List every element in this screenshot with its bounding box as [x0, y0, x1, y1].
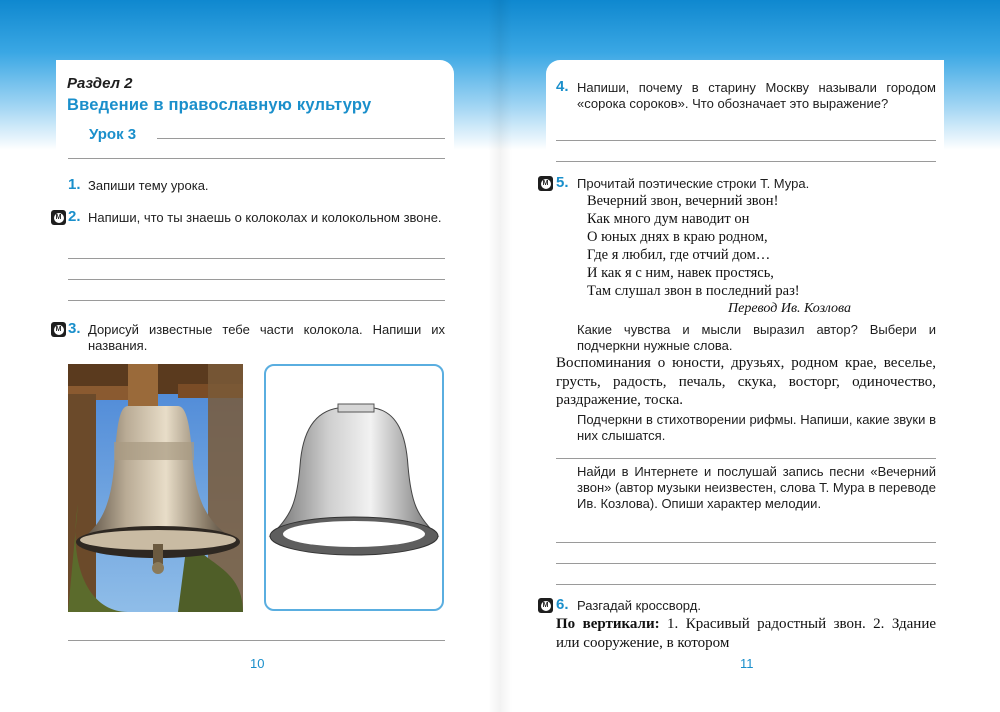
answer-line[interactable]: [68, 279, 445, 280]
answer-line[interactable]: [556, 542, 936, 543]
answer-line[interactable]: [556, 563, 936, 564]
lesson-answer-line[interactable]: [157, 138, 445, 139]
song-task: Найди в Интернете и послушай запись песни «Вечерний звон» (автор музыки неизвестен, слова Т. Мура в переводе Ив. Козлова). Опиши характер мелодии.: [577, 464, 936, 511]
task2-text: Напиши, что ты знаешь о колоколах и колокольном звоне.: [88, 210, 442, 225]
answer-line[interactable]: [68, 640, 445, 641]
section-label: Раздел 2: [67, 75, 133, 92]
vertical-clues-label: По вертикали:: [556, 616, 660, 632]
bell-photo: [68, 364, 243, 612]
book-spine: [488, 0, 512, 712]
task6-number: 6.: [556, 596, 569, 613]
answer-line[interactable]: [68, 258, 445, 259]
vertical-clues-text: 1. Красивый радостный звон. 2. Здание или сооружение, в котором: [556, 616, 936, 651]
answer-line[interactable]: [68, 158, 445, 159]
answer-line[interactable]: [556, 161, 936, 162]
feelings-word-list[interactable]: Воспоминания о юности, друзьях, родном крае, веселье, грусть, радость, печаль, скука, восторг, одиночество, раздражение, тоска.: [556, 355, 936, 408]
section-title: Введение в православную культуру: [67, 96, 372, 114]
translation-credit: Перевод Ив. Козлова: [728, 301, 851, 316]
task5-intro: Прочитай поэтические строки Т. Мура.: [577, 176, 810, 191]
media-icon: [538, 598, 553, 613]
poem-line: Там слушал звон в последний раз!: [587, 283, 800, 299]
feelings-question: Какие чувства и мысли выразил автор? Выбери и подчеркни нужные слова.: [577, 322, 936, 353]
task4-number: 4.: [556, 78, 569, 95]
left-page-number: 10: [250, 656, 265, 671]
task3-text: Дорисуй известные тебе части колокола. Напиши их названия.: [88, 322, 445, 353]
answer-line[interactable]: [68, 300, 445, 301]
poem-line: Вечерний звон, вечерний звон!: [587, 193, 779, 209]
poem-line: Как много дум наводит он: [587, 211, 750, 227]
task2-number: 2.: [68, 208, 81, 225]
media-icon-letter: М: [54, 213, 64, 223]
task1-number: 1.: [68, 176, 81, 193]
media-icon-letter: М: [54, 325, 64, 335]
media-icon: [51, 322, 66, 337]
media-icon-letter: М: [541, 601, 551, 611]
task1-text: Запиши тему урока.: [88, 178, 209, 193]
answer-line[interactable]: [556, 584, 936, 585]
task5-number: 5.: [556, 174, 569, 191]
media-icon-letter: М: [541, 179, 551, 189]
poem-line: Где я любил, где отчий дом…: [587, 247, 771, 263]
crossword-clues: [556, 615, 936, 652]
answer-line[interactable]: [556, 140, 936, 141]
poem-line: И как я с ним, навек простясь,: [587, 265, 774, 281]
poem-line: О юных днях в краю родном,: [587, 229, 768, 245]
lesson-label: Урок 3: [89, 126, 137, 143]
task4-text: Напиши, почему в старину Москву называли городом «сорока сороков». Что обозначает это выражение?: [577, 80, 936, 111]
media-icon: [51, 210, 66, 225]
bell-drawing-frame[interactable]: [264, 364, 444, 611]
task6-text: Разгадай кроссворд.: [577, 598, 701, 613]
rhymes-task: Подчеркни в стихотворении рифмы. Напиши, какие звуки в них слышатся.: [577, 412, 936, 443]
answer-line[interactable]: [556, 458, 936, 459]
right-page-number: 11: [740, 656, 754, 671]
task3-number: 3.: [68, 320, 81, 337]
media-icon: [538, 176, 553, 191]
